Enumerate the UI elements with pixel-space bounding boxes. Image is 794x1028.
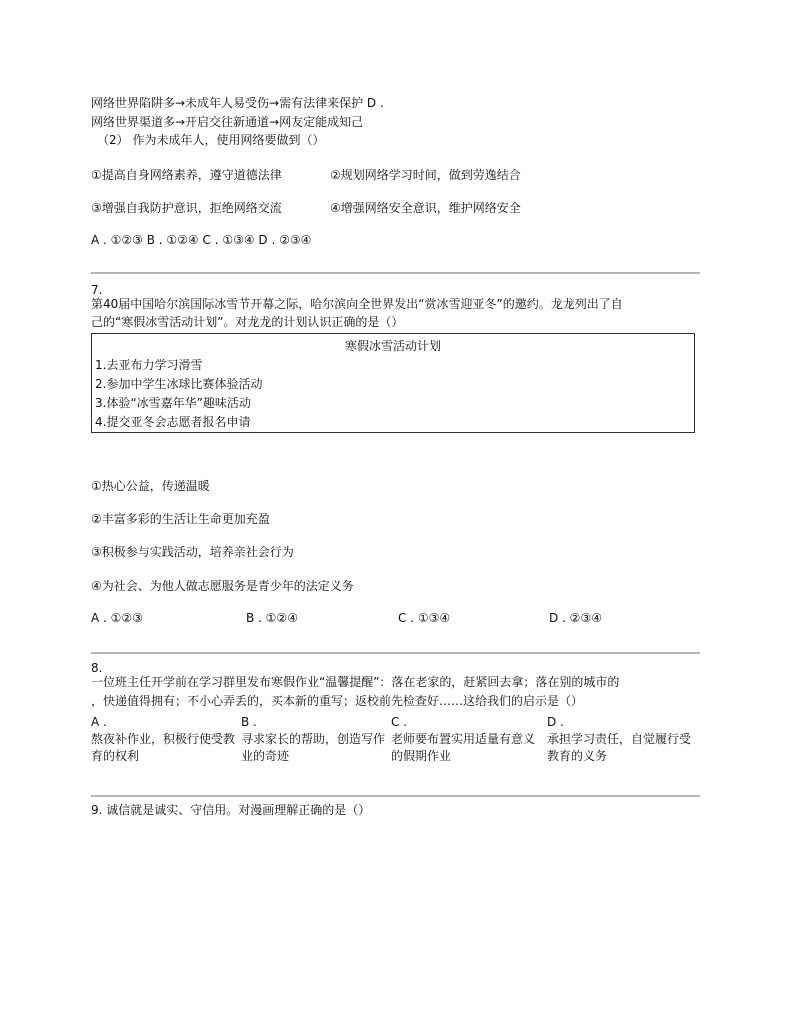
- question-divider: [91, 795, 700, 797]
- option-label: B .: [241, 715, 257, 729]
- option-text: 熬夜补作业，积极行使受教育的权利: [91, 732, 236, 763]
- question-divider: [91, 652, 700, 654]
- option-b: B . ①②④: [246, 611, 298, 625]
- statement-4: ④增强网络安全意识，维护网络安全: [330, 201, 521, 215]
- statement-4: ④为社会、为他人做志愿服务是青少年的法定义务: [91, 579, 354, 593]
- option-text: 寻求家长的帮助，创造写作业的奇迹: [241, 732, 386, 763]
- option-text: 老师要布置实用适量有意义的假期作业: [391, 732, 536, 763]
- option-label: C .: [391, 715, 408, 729]
- plan-item: 4.提交亚冬会志愿者报名申请: [95, 415, 251, 429]
- statement-1: ①热心公益，传递温暖: [91, 479, 210, 493]
- plan-item: 2.参加中学生冰球比赛体验活动: [95, 377, 263, 391]
- statement-2: ②丰富多彩的生活让生命更加充盈: [91, 512, 270, 526]
- option-b: [241, 714, 391, 765]
- sub-question: （2） 作为未成年人，使用网络要做到（）: [97, 133, 325, 147]
- plan-title: 寒假冰雪活动计划: [344, 339, 441, 353]
- question-stem: 第40届中国哈尔滨国际冰雪节开幕之际，哈尔滨向全世界发出“赏冰雪迎亚冬”的邀约。龙龙列出了自: [91, 297, 623, 311]
- option-c: [391, 714, 541, 765]
- option-label: D .: [547, 715, 564, 729]
- question-stem: ，快递值得拥有；不小心弄丢的，买本新的重写；返校前先检查好……这给我们的启示是（）: [91, 694, 584, 708]
- option-d: D . ②③④: [549, 611, 602, 625]
- option-d: [547, 714, 697, 765]
- statement-3: ③增强自我防护意识，拒绝网络交流: [91, 201, 282, 215]
- question-line: 网络世界陷阱多→未成年人易受伤→需有法律来保护 D .: [91, 96, 384, 110]
- plan-item: 1.去亚布力学习滑雪: [95, 358, 203, 372]
- plan-table: [91, 333, 695, 433]
- question-number: 7.: [91, 283, 103, 297]
- option-label: A .: [91, 715, 107, 729]
- statement-3: ③积极参与实践活动，培养亲社会行为: [91, 545, 294, 559]
- question-number: 8.: [91, 661, 103, 675]
- option-text: 承担学习责任，自觉履行受教育的义务: [547, 732, 692, 763]
- option-a: [91, 714, 241, 765]
- statement-2: ②规划网络学习时间，做到劳逸结合: [330, 168, 521, 182]
- question-stem: 己的“寒假冰雪活动计划”。对龙龙的计划认识正确的是（）: [91, 315, 404, 329]
- option-c: C . ①③④: [398, 611, 451, 625]
- question-stem: 一位班主任开学前在学习群里发布寒假作业“温馨提醒”：落在老家的，赶紧回去拿；落在别的城市的: [91, 675, 620, 689]
- question-line: 网络世界渠道多→开启交往新通道→网友定能成知己: [91, 115, 364, 129]
- answer-choices: A . ①②③ B . ①②④ C . ①③④ D . ②③④: [91, 233, 312, 247]
- statement-1: ①提高自身网络素养，遵守道德法律: [91, 168, 282, 182]
- question-divider: [91, 272, 700, 274]
- option-a: A . ①②③: [91, 611, 143, 625]
- question-stem: 9. 诚信就是诚实、守信用。对漫画理解正确的是（）: [91, 803, 371, 817]
- plan-item: 3.体验“冰雪嘉年华”趣味活动: [95, 396, 251, 410]
